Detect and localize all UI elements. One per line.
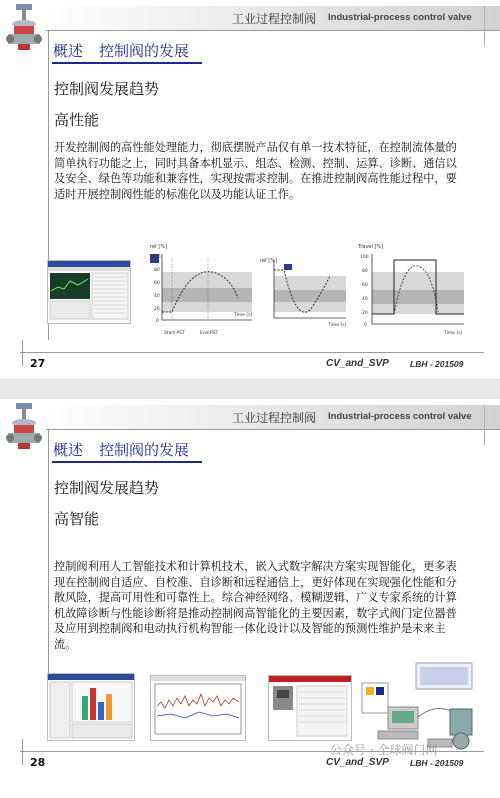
title-underline <box>52 461 202 463</box>
chart3-ylabel: Travel [%] <box>358 244 384 250</box>
footer-corner-rule <box>22 739 23 765</box>
header-rule <box>46 429 500 430</box>
page-number: 28 <box>30 756 46 769</box>
header-right-rule <box>484 6 485 46</box>
footer-corner-rule <box>22 340 23 366</box>
header-right-rule <box>484 405 485 445</box>
subsection-heading: 高性能 <box>54 111 100 129</box>
chart3-tick-100: 100 <box>360 255 369 260</box>
watermark-text: 公众号 · 全球阀门网 <box>330 743 438 757</box>
slide-27 <box>0 0 500 379</box>
chart3-tick-20: 20 <box>362 311 368 316</box>
control-valve-icon <box>4 2 44 52</box>
header-title-en: Industrial-process control valve <box>328 12 472 23</box>
networked-system-illustration <box>358 661 484 753</box>
pst-chart-1 <box>140 238 258 338</box>
diagnostic-software-thumb <box>47 673 135 741</box>
chart3-tick-0: 0 <box>364 323 367 328</box>
title-underline <box>52 62 202 64</box>
chart1-tick-60: 60 <box>154 281 160 286</box>
title-overview: 概述 <box>53 42 84 60</box>
chart3-tick-40: 40 <box>362 297 368 302</box>
title-overview: 概述 <box>53 441 84 459</box>
footer-lbh-label: LBH - 201509 <box>410 758 464 768</box>
section-heading: 控制阀发展趋势 <box>54 80 160 98</box>
chart1-tick-0: 0 <box>156 319 159 324</box>
chart1-tick-20: 20 <box>154 307 160 312</box>
footer-lbh-label: LBH - 201509 <box>410 359 464 369</box>
chart1-tick-40: 40 <box>154 294 160 299</box>
pst-chart-2 <box>258 252 350 330</box>
section-heading: 控制阀发展趋势 <box>54 479 160 497</box>
header-title-cn: 工业过程控制阀 <box>232 411 317 425</box>
chart2-time-label: Time [s] <box>328 323 347 328</box>
slide-gap <box>0 379 500 399</box>
chart1-end-pst: End PST <box>200 331 219 336</box>
footer-rule <box>20 352 484 353</box>
chart3-time-label: Time [s] <box>444 331 463 336</box>
slide-28 <box>0 399 500 778</box>
positioner-software-thumb <box>268 675 352 741</box>
page-number: 27 <box>30 357 46 370</box>
chart1-start-pst: Start PST <box>164 331 185 336</box>
chart3-tick-60: 60 <box>362 283 368 288</box>
body-paragraph: 控制阀利用人工智能技术和计算机技术，嵌入式数字解决方案实现智能化，更多表现在控制阀自适应、自校准、自诊断和远程通信上，更好体现在实现强化性能和分散风险，提高可用性和可靠性上。综合神经网络、模糊逻辑、广义专家系统的计算机故障诊断与性能诊断将是推动控制阀高智能化的主要因素，数字式阀门定位器普及应用到控制阀和电动执行机构智能一体化设计以及智能的预测性维护是未来主流。 <box>54 560 457 651</box>
travel-chart <box>352 238 470 338</box>
header-rule <box>46 30 500 31</box>
software-screenshot <box>47 260 131 324</box>
chart1-tick-100: 100 <box>152 255 161 260</box>
chart1-time-label: Time [s] <box>234 313 253 318</box>
footer-cv-label: CV_and_SVP <box>326 358 389 369</box>
header-title-cn: 工业过程控制阀 <box>232 12 317 26</box>
chart1-tick-80: 80 <box>154 268 160 273</box>
chart1-ylabel: ref [%] <box>150 244 168 250</box>
chart2-ylabel: ref [%] <box>260 258 278 264</box>
footer-cv-label: CV_and_SVP <box>326 757 389 768</box>
body-paragraph: 开发控制阀的高性能处理能力，彻底摆脱产品仅有单一技术特征，在控制流体量的简单执行功能之上，同时具备本机显示、组态、检测、控制、运算、诊断、通信以及安全、绿色等功能和兼容性，实现按需求控制。在推进控制阀高性能过程中，要适时开展控制阀性能的标准化以及功能认证工作。 <box>54 141 457 201</box>
title-development: 控制阀的发展 <box>99 441 190 459</box>
title-development: 控制阀的发展 <box>99 42 190 60</box>
control-valve-icon <box>4 401 44 451</box>
header-title-en: Industrial-process control valve <box>328 411 472 422</box>
subsection-heading: 高智能 <box>54 510 100 528</box>
trend-graph-thumb <box>150 675 246 741</box>
slide-title <box>53 40 189 61</box>
slide-title <box>53 439 189 460</box>
chart3-tick-80: 80 <box>362 269 368 274</box>
